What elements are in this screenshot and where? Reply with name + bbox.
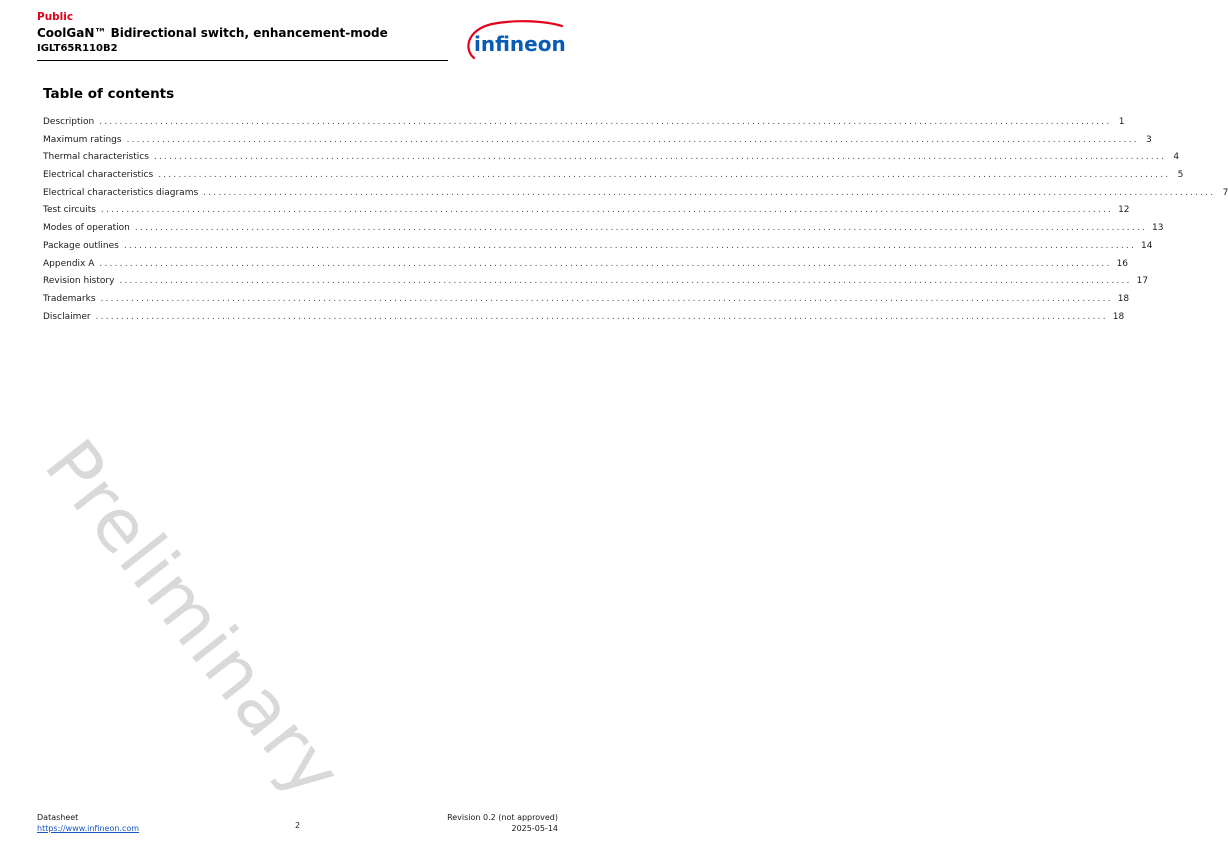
toc-dot-leader: ........................................................................................................................................................................................................ bbox=[203, 187, 1216, 198]
classification-label: Public bbox=[37, 11, 74, 23]
toc-heading: Table of contents bbox=[43, 86, 175, 102]
toc-entry[interactable] bbox=[43, 134, 1152, 153]
toc-entry-page: 12 bbox=[1118, 205, 1130, 216]
toc-entry-title: Disclaimer bbox=[43, 311, 91, 322]
toc-entry-page: 4 bbox=[1173, 152, 1180, 163]
toc-entry-page: 5 bbox=[1177, 170, 1184, 181]
table-of-contents bbox=[43, 117, 1228, 329]
toc-entry[interactable] bbox=[43, 276, 1149, 294]
footer-revision: Revision 0.2 (not approved) bbox=[447, 813, 558, 822]
toc-entry-title: Description bbox=[43, 117, 95, 127]
footer-doc-type: Datasheet bbox=[37, 813, 79, 822]
footer-right bbox=[447, 812, 558, 834]
toc-entry[interactable] bbox=[43, 152, 1180, 170]
part-number: IGLT65R110B2 bbox=[37, 43, 118, 54]
logo-wordmark: infineon bbox=[474, 32, 566, 56]
footer-page-number: 2 bbox=[294, 821, 301, 830]
toc-entry[interactable] bbox=[43, 311, 1125, 330]
toc-entry-title: Thermal characteristics bbox=[43, 152, 149, 163]
toc-entry-title: Maximum ratings bbox=[43, 134, 122, 145]
toc-dot-leader: ........................................................................................................................................................................................................ bbox=[153, 152, 1167, 163]
toc-entry[interactable] bbox=[43, 293, 1130, 312]
toc-dot-leader: ........................................................................................................................................................................................................ bbox=[134, 223, 1147, 234]
document-title: CoolGaN™ Bidirectional switch, enhancement-mode bbox=[37, 26, 388, 40]
toc-entry-page: 16 bbox=[1116, 258, 1129, 269]
toc-entry-page: 17 bbox=[1136, 276, 1149, 287]
toc-entry-title: Test circuits bbox=[43, 205, 96, 216]
toc-entry-title: Revision history bbox=[43, 276, 115, 287]
toc-entry[interactable] bbox=[43, 258, 1129, 277]
toc-entry[interactable] bbox=[43, 187, 1228, 206]
toc-entry-title: Appendix A bbox=[43, 258, 95, 269]
toc-entry-page: 18 bbox=[1117, 293, 1130, 304]
toc-dot-leader: ........................................................................................................................................................................................................ bbox=[158, 170, 1171, 181]
toc-dot-leader: ........................................................................................................................................................................................................ bbox=[119, 276, 1132, 287]
header-divider bbox=[37, 60, 448, 61]
toc-entry-title: Electrical characteristics diagrams bbox=[43, 187, 199, 198]
toc-entry-title: Package outlines bbox=[43, 240, 119, 251]
toc-entry-page: 14 bbox=[1141, 240, 1153, 251]
toc-dot-leader: ........................................................................................................................................................................................................ bbox=[99, 258, 1112, 269]
toc-dot-leader: ........................................................................................................................................................................................................ bbox=[123, 240, 1137, 251]
toc-dot-leader: ........................................................................................................................................................................................................ bbox=[99, 117, 1112, 127]
toc-dot-leader: ........................................................................................................................................................................................................ bbox=[126, 134, 1139, 145]
toc-entry-page: 7 bbox=[1222, 187, 1228, 198]
footer-website-link[interactable]: https://www.infineon.com bbox=[37, 824, 140, 833]
toc-entry[interactable] bbox=[43, 117, 1125, 135]
toc-entry-page: 1 bbox=[1118, 117, 1125, 127]
toc-dot-leader: ........................................................................................................................................................................................................ bbox=[100, 205, 1114, 216]
preliminary-watermark: Preliminary bbox=[28, 424, 359, 814]
toc-entry[interactable] bbox=[43, 240, 1153, 259]
toc-entry[interactable] bbox=[43, 170, 1184, 188]
toc-entry[interactable] bbox=[43, 205, 1130, 223]
footer-date: 2025-05-14 bbox=[511, 824, 558, 833]
toc-dot-leader: ........................................................................................................................................................................................................ bbox=[95, 311, 1108, 322]
toc-entry-page: 13 bbox=[1152, 223, 1164, 234]
toc-entry-title: Trademarks bbox=[43, 293, 96, 304]
toc-entry-page: 3 bbox=[1146, 134, 1152, 145]
infineon-logo bbox=[462, 18, 574, 64]
toc-entry-title: Modes of operation bbox=[43, 223, 130, 234]
toc-entry[interactable] bbox=[43, 223, 1164, 241]
toc-entry-title: Electrical characteristics bbox=[43, 170, 154, 181]
toc-entry-page: 18 bbox=[1112, 311, 1125, 322]
toc-dot-leader: ........................................................................................................................................................................................................ bbox=[100, 293, 1113, 304]
